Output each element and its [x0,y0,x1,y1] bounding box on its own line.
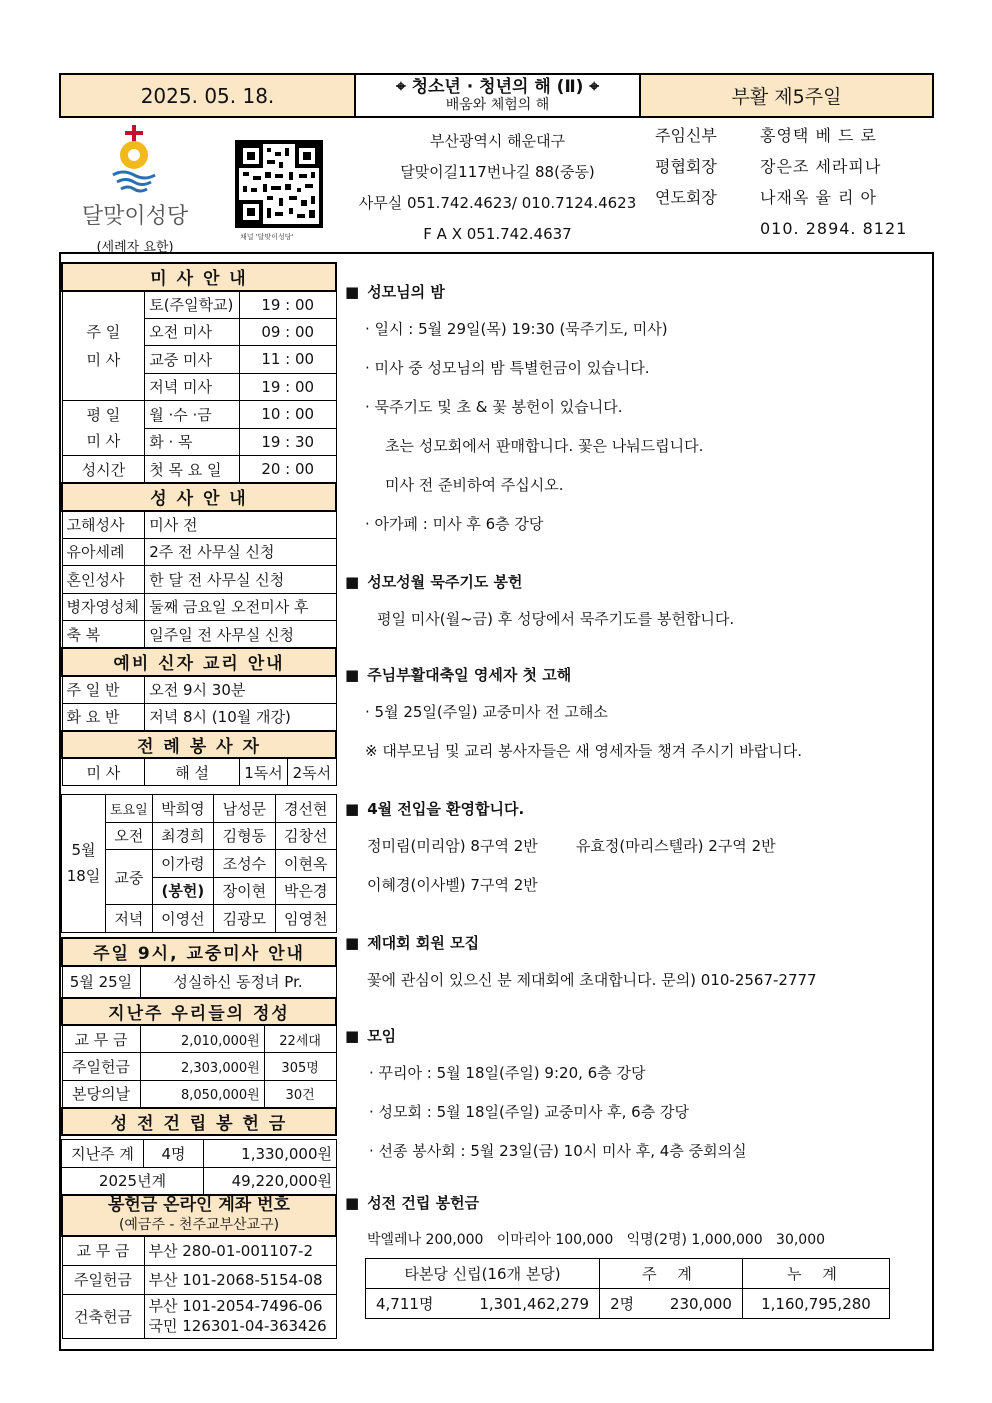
staff-name: 홍영택 베 드 로 [760,126,877,145]
notice-line: 미사 전 준비하여 주십시오. [385,476,564,494]
notice-line: 이혜경(이사벨) 7구역 2반 [367,876,538,894]
notice-heading: ■ 모임 [345,1024,915,1063]
account-number [144,1294,336,1338]
mass-time: 19 : 30 [239,428,336,456]
mass-time: 19 : 00 [239,373,336,401]
notice-line: 초는 성모회에서 판매합니다. 꽃은 나눠드립니다. [385,437,704,455]
notice-heading: ■ 제대회 회원 모집 [345,931,915,970]
servers-head: 1독서 [239,758,287,786]
mass-name: 저녁 미사 [145,373,240,401]
offering-amount: 2,303,000원 [140,1053,264,1081]
notice-section [345,570,915,663]
servers-date: 5월 18일 [62,795,106,933]
summary-value: 230,000 [650,1289,743,1319]
account-number: 부산 280-01-001107-2 [144,1236,336,1265]
server-name: 임영천 [275,905,336,933]
offering-title: 지난주 우리들의 정성 [62,998,336,1026]
summary-value: 2명 [600,1289,650,1319]
notice-line: · 미사 중 성모님의 밤 특별헌금이 있습니다. [365,359,650,377]
office-phone: 사무실 051.742.4623/ 010.7124.4623 [358,194,637,212]
church-logo-icon [105,125,165,193]
sacrament-title: 성 사 안 내 [62,483,336,511]
staff-role: 연도회장 [655,188,717,207]
account-title [62,1195,336,1236]
sacrament-info: 한 달 전 사무실 신청 [145,566,336,594]
fund-count: 4명 [144,1140,204,1168]
account-type: 주일헌금 [62,1265,144,1294]
notice-section [345,797,915,931]
server-name: 이현옥 [275,850,336,878]
class-time: 저녁 8시 (10월 개강) [145,703,336,731]
class-time: 오전 9시 30분 [145,676,336,704]
server-name: 경선현 [275,795,336,823]
server-name: 박희영 [152,795,213,823]
offering-count: 22세대 [264,1025,336,1053]
notice-line: 평일 미사(월~금) 후 성당에서 묵주기도를 봉헌합니다. [377,610,735,628]
year-theme [356,75,641,116]
staff-row [655,213,910,244]
building-fund-table [61,1139,337,1195]
server-name: 김형동 [214,822,275,850]
qr-code[interactable] [235,140,323,228]
sacrament-info: 일주일 전 사무실 신청 [145,621,336,649]
offertory-label: (봉헌) [152,877,213,905]
qr-code-icon [239,144,319,224]
summary-head: 누 계 [742,1259,889,1289]
offering-amount: 2,010,000원 [140,1025,264,1053]
servers-head: 2독서 [288,758,336,786]
staff-list [655,120,910,244]
theme-title: ⌖ 청소년 · 청년의 해 (Ⅱ) ⌖ [396,76,599,97]
qr-caption: 채널 '달맞이성당' [240,233,294,241]
notice-heading: ■ 4월 전입을 환영합니다. [345,797,915,836]
header-bar [59,73,934,118]
staff-name: 장은조 세라피나 [760,157,882,176]
sacrament-name: 유아세례 [62,538,145,566]
parish-patron: (세례자 요한) [96,240,174,255]
holy-hour-time: 20 : 00 [239,456,336,484]
sacrament-name: 고해성사 [62,511,145,539]
staff-row [655,120,910,151]
fund-total: 49,220,000원 [204,1167,337,1195]
notice-line: · 꾸리아 : 5월 18일(주일) 9:20, 6층 강당 [369,1064,646,1082]
summary-head: 타본당 신립(16개 본당) [366,1259,600,1289]
offering-count: 305명 [264,1053,336,1081]
liturgical-sunday: 부활 제5주일 [641,75,932,116]
mass-time: 11 : 00 [239,346,336,374]
summary-value: 1,301,462,279 [453,1289,599,1319]
info-table [61,262,337,786]
notice-heading: ■ 성모님의 밤 [345,280,915,319]
theme-subtitle: 배움와 체험의 해 [445,97,550,114]
server-name: 장이현 [214,877,275,905]
mass-slot: 저녁 [106,905,153,933]
ann9-date: 5월 25일 [62,966,140,998]
address-line-2: 달맞이길117번나길 88(중동) [400,163,595,181]
parish-logo [80,125,190,255]
staff-role: 평협회장 [655,157,717,176]
mass-slot: 교중 [106,850,153,905]
mass-time: 19 : 00 [239,291,336,319]
staff-role [655,213,760,244]
account-number-line: 부산 101-2054-7496-06 [148,1297,323,1315]
servers-head: 해 설 [145,758,240,786]
servers-table [61,794,337,933]
server-name: 김창선 [275,822,336,850]
mass-time: 09 : 00 [239,318,336,346]
mass-title: 미 사 안 내 [62,263,336,291]
parish-address [350,126,645,250]
class-name: 주 일 반 [62,676,145,704]
server-name: 김광모 [214,905,275,933]
address-line-1: 부산광역시 해운대구 [429,132,566,150]
staff-phone: 010. 2894. 8121 [760,219,908,238]
account-holder: (예금주 - 천주교부산교구) [118,1217,280,1233]
notice-line: ※ 대부모님 및 교리 봉사자들은 새 영세자들 챙겨 주시기 바랍니다. [365,742,802,760]
finance-table [61,937,337,1136]
summary-value: 4,711명 [366,1289,454,1319]
account-type: 건축헌금 [62,1294,144,1338]
mass-name: 화 · 목 [145,428,240,456]
notice-line: 꽃에 관심이 있으신 분 제대회에 초대합니다. 문의) 010-2567-2777 [367,971,817,989]
account-table [61,1194,337,1339]
notice-line: · 성모회 : 5월 18일(주일) 교중미사 후, 6층 강당 [369,1103,689,1121]
sacrament-info: 미사 전 [145,511,336,539]
sunday-mass-label: 주 일 미 사 [62,291,145,401]
class-name: 화 요 반 [62,703,145,731]
fax-number: F A X 051.742.4637 [423,225,572,243]
account-number: 부산 101-2068-5154-08 [144,1265,336,1294]
notice-section [345,931,915,1024]
weekday-mass-label: 평 일 미 사 [62,401,145,456]
notice-line: · 선종 봉사회 : 5월 23일(금) 10시 미사 후, 4층 중회의실 [369,1142,747,1160]
notice-line: · 아가페 : 미사 후 6층 강당 [365,515,544,533]
sacrament-name: 병자영성체 [62,593,145,621]
sacrament-info: 둘째 금요일 오전미사 후 [145,593,336,621]
announcements [345,280,915,1269]
notice-line: · 묵주기도 및 초 & 꽃 봉헌이 있습니다. [365,398,623,416]
sacrament-name: 축 복 [62,621,145,649]
building-fund-title: 성 전 건 립 봉 헌 금 [62,1108,336,1136]
staff-name: 나재옥 율 리 아 [760,188,877,207]
servers-head: 미 사 [62,758,145,786]
server-name: 이가령 [152,850,213,878]
notice-section [345,663,915,797]
staff-row [655,151,910,182]
server-name: 최경희 [152,822,213,850]
account-number-line: 국민 126301-04-363426 [148,1317,327,1335]
staff-row [655,182,910,213]
fund-amount: 1,330,000원 [204,1140,337,1168]
ann9-title: 주일 9시, 교중미사 안내 [62,938,336,966]
fund-label: 2025년계 [62,1167,204,1195]
bulletin-date: 2025. 05. 18. [61,75,356,116]
mass-name: 토(주일학교) [145,291,240,319]
server-name: 남성문 [214,795,275,823]
mass-name: 교중 미사 [145,346,240,374]
holy-hour-day: 첫 목 요 일 [145,456,240,484]
summary-value: 1,160,795,280 [742,1289,889,1319]
notice-line: 정미림(미리암) 8구역 2반 유효정(마리스텔라) 2구역 2반 [367,837,776,855]
notice-line: · 일시 : 5월 29일(목) 19:30 (묵주기도, 미사) [365,320,668,338]
offering-type: 교 무 금 [62,1025,140,1053]
mass-slot: 오전 [106,822,153,850]
server-name: 박은경 [275,877,336,905]
offering-count: 30건 [264,1080,336,1108]
offering-type: 본당의날 [62,1080,140,1108]
mass-slot: 토요일 [106,795,153,823]
notice-heading: ■ 성전 건립 봉헌금 [345,1191,915,1230]
staff-role: 주임신부 [655,126,717,145]
mass-time: 10 : 00 [239,401,336,429]
notice-heading: ■ 성모성월 묵주기도 봉헌 [345,570,915,609]
notice-heading: ■ 주님부활대축일 영세자 첫 고해 [345,663,915,702]
sacrament-name: 혼인성사 [62,566,145,594]
notice-line: · 5월 25일(주일) 교중미사 전 고해소 [365,703,608,721]
notice-section [345,280,915,570]
server-name: 이영선 [152,905,213,933]
notice-line: 박엘레나 200,000 이마리아 100,000 익명(2명) 1,000,000 30,000 [367,1232,826,1248]
summary-head: 주 계 [600,1259,743,1289]
parish-name: 달맞이성당 [81,204,189,229]
building-fund-summary [365,1258,890,1319]
sacrament-info: 2주 전 사무실 신청 [145,538,336,566]
server-name: 조성수 [214,850,275,878]
notice-section [345,1024,915,1191]
mass-name: 월 ·수 ·금 [145,401,240,429]
servers-title: 전 례 봉 사 자 [62,731,336,759]
catechism-title: 예비 신자 교리 안내 [62,648,336,676]
holy-hour-label: 성시간 [62,456,145,484]
ann9-text: 성실하신 동정녀 Pr. [140,966,336,998]
mass-name: 오전 미사 [145,318,240,346]
offering-type: 주일헌금 [62,1053,140,1081]
account-type: 교 무 금 [62,1236,144,1265]
offering-amount: 8,050,000원 [140,1080,264,1108]
account-title-main: 봉헌금 온라인 계좌 번호 [108,1195,290,1215]
fund-label: 지난주 계 [62,1140,144,1168]
